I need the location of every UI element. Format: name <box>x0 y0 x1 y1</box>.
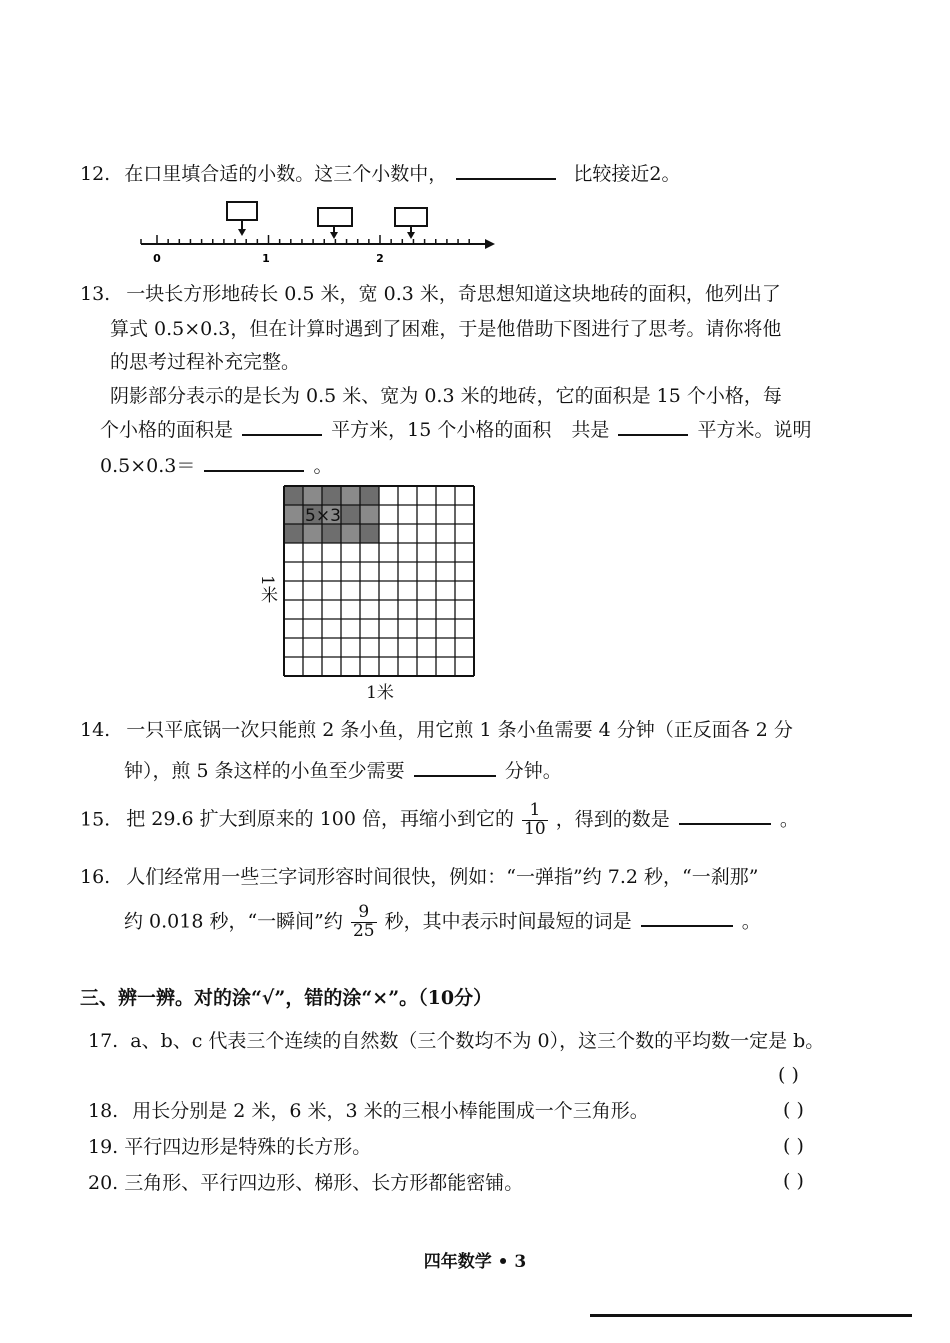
page-footer: 四年数学 • 3 <box>423 1252 527 1272</box>
answer-boxes <box>227 202 427 239</box>
question-text: 用长分别是 2 米，6 米，3 米的三根小棒能围成一个三角形。 <box>132 1100 649 1122</box>
question-number: 14. <box>80 719 111 741</box>
answer-blank[interactable] <box>242 433 322 436</box>
question-text: 平行四边形是特殊的长方形。 <box>124 1136 372 1158</box>
answer-box-2[interactable] <box>318 208 352 226</box>
tick-label-2: 2 <box>376 252 384 265</box>
question-13-line5 <box>100 421 812 440</box>
answer-blank[interactable] <box>679 822 771 825</box>
answer-box-1[interactable] <box>227 202 257 220</box>
answer-blank[interactable] <box>456 177 556 180</box>
question-text: 一块长方形地砖长 0.5 米，宽 0.3 米，奇思想知道这块地砖的面积，他列出了 <box>126 283 781 305</box>
question-text: 秒，其中表示时间最短的词是 <box>384 910 632 933</box>
question-text: 在口里填合适的小数。这三个小数中， <box>124 163 448 185</box>
question-16-line2 <box>124 904 761 941</box>
question-20 <box>88 1174 523 1193</box>
shaded-cell <box>284 524 303 543</box>
fraction-1-10: $\frac{1}{10}$ <box>524 800 546 839</box>
tick-label-1: 1 <box>262 252 270 265</box>
answer-paren-18[interactable]: ( ) <box>783 1099 804 1121</box>
tick-label-0: 0 <box>153 252 161 265</box>
shaded-cell <box>360 524 379 543</box>
question-number: 15. <box>80 808 111 831</box>
grid-overlay-label: 5×3 <box>305 506 341 526</box>
question-text: 约 0.018 秒，“一瞬间”约 <box>124 910 343 933</box>
question-text: a、b、c 代表三个连续的自然数（三个数均不为 0），这三个数的平均数一定是 b。 <box>130 1030 825 1052</box>
question-18 <box>88 1102 649 1121</box>
answer-paren-20[interactable]: ( ) <box>783 1170 804 1192</box>
shaded-cell <box>322 486 341 505</box>
area-grid <box>250 480 490 705</box>
question-text: ，得到的数是 <box>555 808 670 831</box>
answer-blank[interactable] <box>204 469 304 472</box>
question-text: 人们经常用一些三字词形容时间很快，例如：“一弹指”约 7.2 秒，“一刹那” <box>126 866 759 888</box>
question-13-line2: 算式 0.5×0.3，但在计算时遇到了困难，于是他借助下图进行了思考。请你将他 <box>110 318 782 340</box>
grid-left-label: 1米 <box>257 575 277 603</box>
shaded-cell <box>341 505 360 524</box>
question-15 <box>80 802 799 839</box>
answer-blank[interactable] <box>641 924 733 927</box>
question-19 <box>88 1138 371 1157</box>
answer-paren-17[interactable]: ( ) <box>778 1064 799 1086</box>
answer-box-3[interactable] <box>395 208 427 226</box>
question-text: 三角形、平行四边形、梯形、长方形都能密铺。 <box>124 1172 524 1194</box>
question-number: 16. <box>80 866 111 888</box>
question-number: 17. <box>88 1030 119 1052</box>
shaded-cell <box>360 505 379 524</box>
question-number: 12. <box>80 163 111 185</box>
question-17 <box>88 1032 824 1051</box>
answer-paren-19[interactable]: ( ) <box>783 1135 804 1157</box>
number-line <box>135 196 505 268</box>
shaded-cell <box>360 486 379 505</box>
question-text: 。 <box>313 455 333 477</box>
question-number: 20. <box>88 1172 119 1194</box>
question-13-line6 <box>100 457 332 476</box>
question-text: 共是 <box>571 419 610 441</box>
shaded-cell <box>322 524 341 543</box>
question-text: 。 <box>779 808 799 831</box>
question-number: 18. <box>88 1100 119 1122</box>
bottom-rule <box>590 1314 912 1317</box>
question-13-line3: 的思考过程补充完整。 <box>110 351 301 373</box>
answer-blank[interactable] <box>414 774 496 777</box>
shaded-cell <box>303 486 322 505</box>
shaded-cell <box>284 505 303 524</box>
question-text: 0.5×0.3＝ <box>100 455 196 477</box>
question-text: 平方米。说明 <box>697 419 812 441</box>
question-text: 钟），煎 5 条这样的小鱼至少需要 <box>124 760 405 782</box>
question-12 <box>80 165 680 184</box>
grid-bottom-label: 1米 <box>366 683 394 703</box>
question-13 <box>80 285 781 304</box>
shaded-cell <box>303 524 322 543</box>
question-text: 个小格的面积是 <box>100 419 234 441</box>
question-number: 13. <box>80 283 111 305</box>
question-text: 平方米，15 个小格的面积 <box>331 419 552 441</box>
question-text: 比较接近2。 <box>573 163 681 185</box>
section-title: 三、辨一辨。对的涂“√”，错的涂“×”。（10分） <box>80 987 493 1009</box>
question-text: 。 <box>741 910 761 933</box>
question-13-line4: 阴影部分表示的是长为 0.5 米、宽为 0.3 米的地砖，它的面积是 15 个小格，每 <box>110 385 782 407</box>
question-16 <box>80 868 758 887</box>
shaded-cell <box>341 524 360 543</box>
question-number: 19. <box>88 1136 119 1158</box>
shaded-cell <box>341 486 360 505</box>
shaded-cell <box>284 486 303 505</box>
fraction-9-25: $\frac{9}{25}$ <box>352 902 375 941</box>
question-text: 分钟。 <box>504 760 562 782</box>
question-14-line2 <box>124 762 562 781</box>
question-text: 把 29.6 扩大到原来的 100 倍，再缩小到它的 <box>126 808 514 831</box>
question-14 <box>80 721 793 740</box>
question-text: 一只平底锅一次只能煎 2 条小鱼，用它煎 1 条小鱼需要 4 分钟（正反面各 2 分 <box>126 719 793 741</box>
answer-blank[interactable] <box>618 433 688 436</box>
